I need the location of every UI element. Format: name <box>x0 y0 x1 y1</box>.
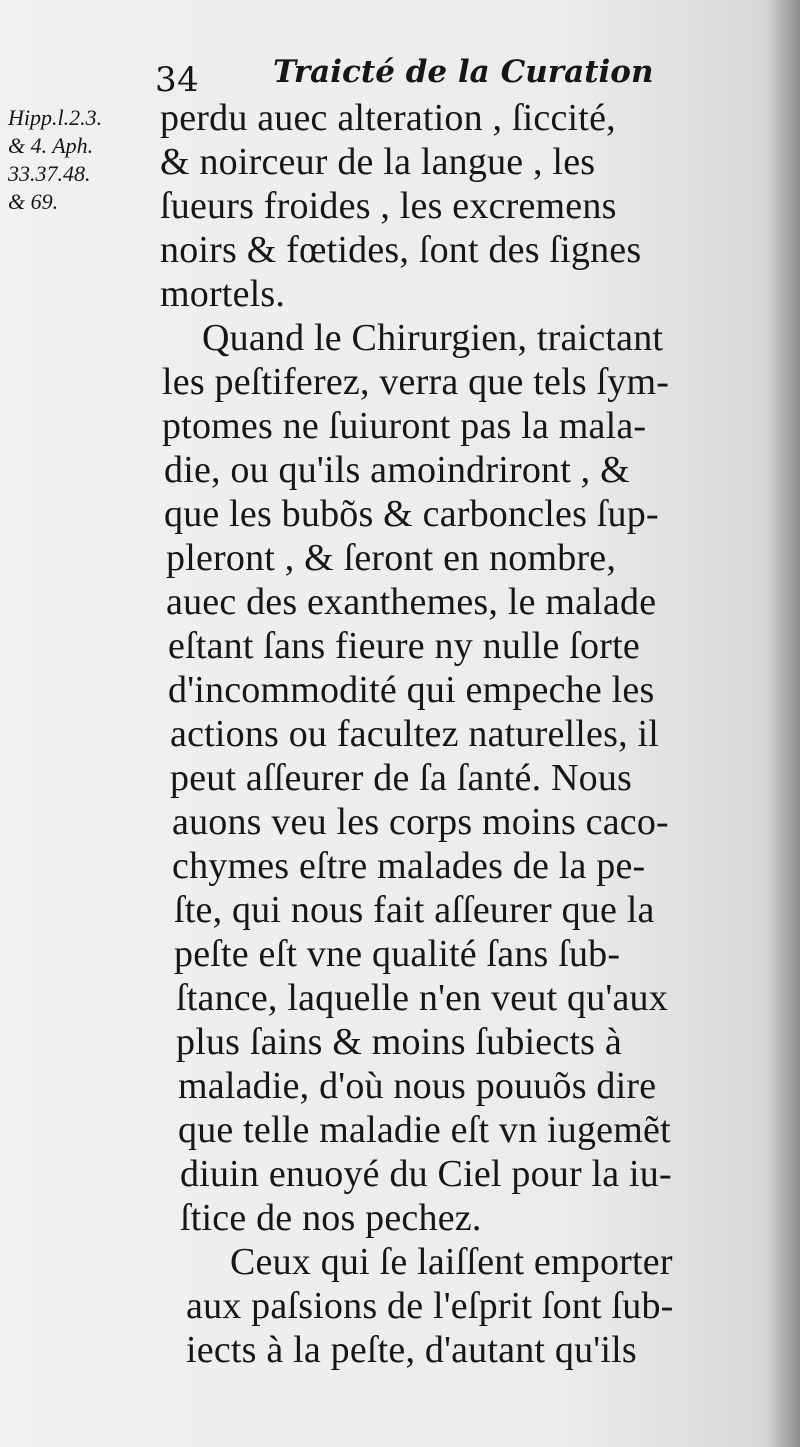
margin-note-line: & 69. <box>8 189 59 214</box>
page-number: 34 <box>155 60 200 100</box>
text-line: & noirceur de la langue , les <box>160 141 596 183</box>
text-line: auons veu les corps moins caco- <box>172 801 669 843</box>
text-line: ſtice de nos pechez. <box>180 1197 482 1239</box>
text-line: que telle maladie eſt vn iugemẽt <box>178 1109 671 1151</box>
text-line: ſtance, laquelle n'en veut qu'aux <box>176 977 668 1019</box>
text-line: mortels. <box>160 273 286 315</box>
text-line: ptomes ne ſuiuront pas la mala- <box>162 405 647 447</box>
text-line: peut aſſeurer de ſa ſanté. Nous <box>170 757 633 799</box>
text-line: les peſtiferez, verra que tels ſym- <box>162 361 670 403</box>
margin-note-line: & 4. Aph. <box>8 133 94 158</box>
text-line: die, ou qu'ils amoindriront , & <box>164 449 630 491</box>
text-line: chymes eſtre malades de la pe- <box>172 845 646 887</box>
text-line: Ceux qui ſe laiſſent emporter <box>230 1241 673 1283</box>
text-line: ſueurs froides , les excremens <box>160 185 617 227</box>
page-header <box>155 52 755 100</box>
text-line: peſte eſt vne qualité ſans ſub- <box>174 933 621 975</box>
gutter-shadow <box>768 0 800 1447</box>
text-line: eſtant ſans fieure ny nulle ſorte <box>168 625 640 667</box>
text-line: noirs & fœtides, ſont des ſignes <box>160 229 642 271</box>
margin-note <box>8 104 153 216</box>
text-line: pleront , & ſeront en nombre, <box>166 537 617 579</box>
text-line: aux paſsions de l'eſprit ſont ſub- <box>186 1285 674 1327</box>
text-line: maladie, d'où nous pouuõs dire <box>178 1065 657 1107</box>
text-line: que les bubõs & carboncles ſup- <box>164 493 659 535</box>
text-line: iects à la peſte, d'autant qu'ils <box>186 1329 637 1371</box>
text-line: actions ou facultez naturelles, il <box>170 713 659 755</box>
text-line: ſte, qui nous fait aſſeurer que la <box>174 889 655 931</box>
text-line: Quand le Chirurgien, traictant <box>202 317 664 359</box>
margin-note-line: 33.37.48. <box>8 161 91 186</box>
text-line: auec des exanthemes, le malade <box>166 581 657 623</box>
text-line: perdu auec alteration , ſiccité, <box>160 97 616 139</box>
text-line: diuin enuoyé du Ciel pour la iu- <box>180 1153 672 1195</box>
margin-note-line: Hipp.l.2.3. <box>8 105 103 130</box>
text-line: d'incommodité qui empeche les <box>168 669 655 711</box>
running-title: Traicté de la Curation <box>273 54 654 90</box>
text-line: plus ſains & moins ſubiects à <box>176 1021 622 1063</box>
